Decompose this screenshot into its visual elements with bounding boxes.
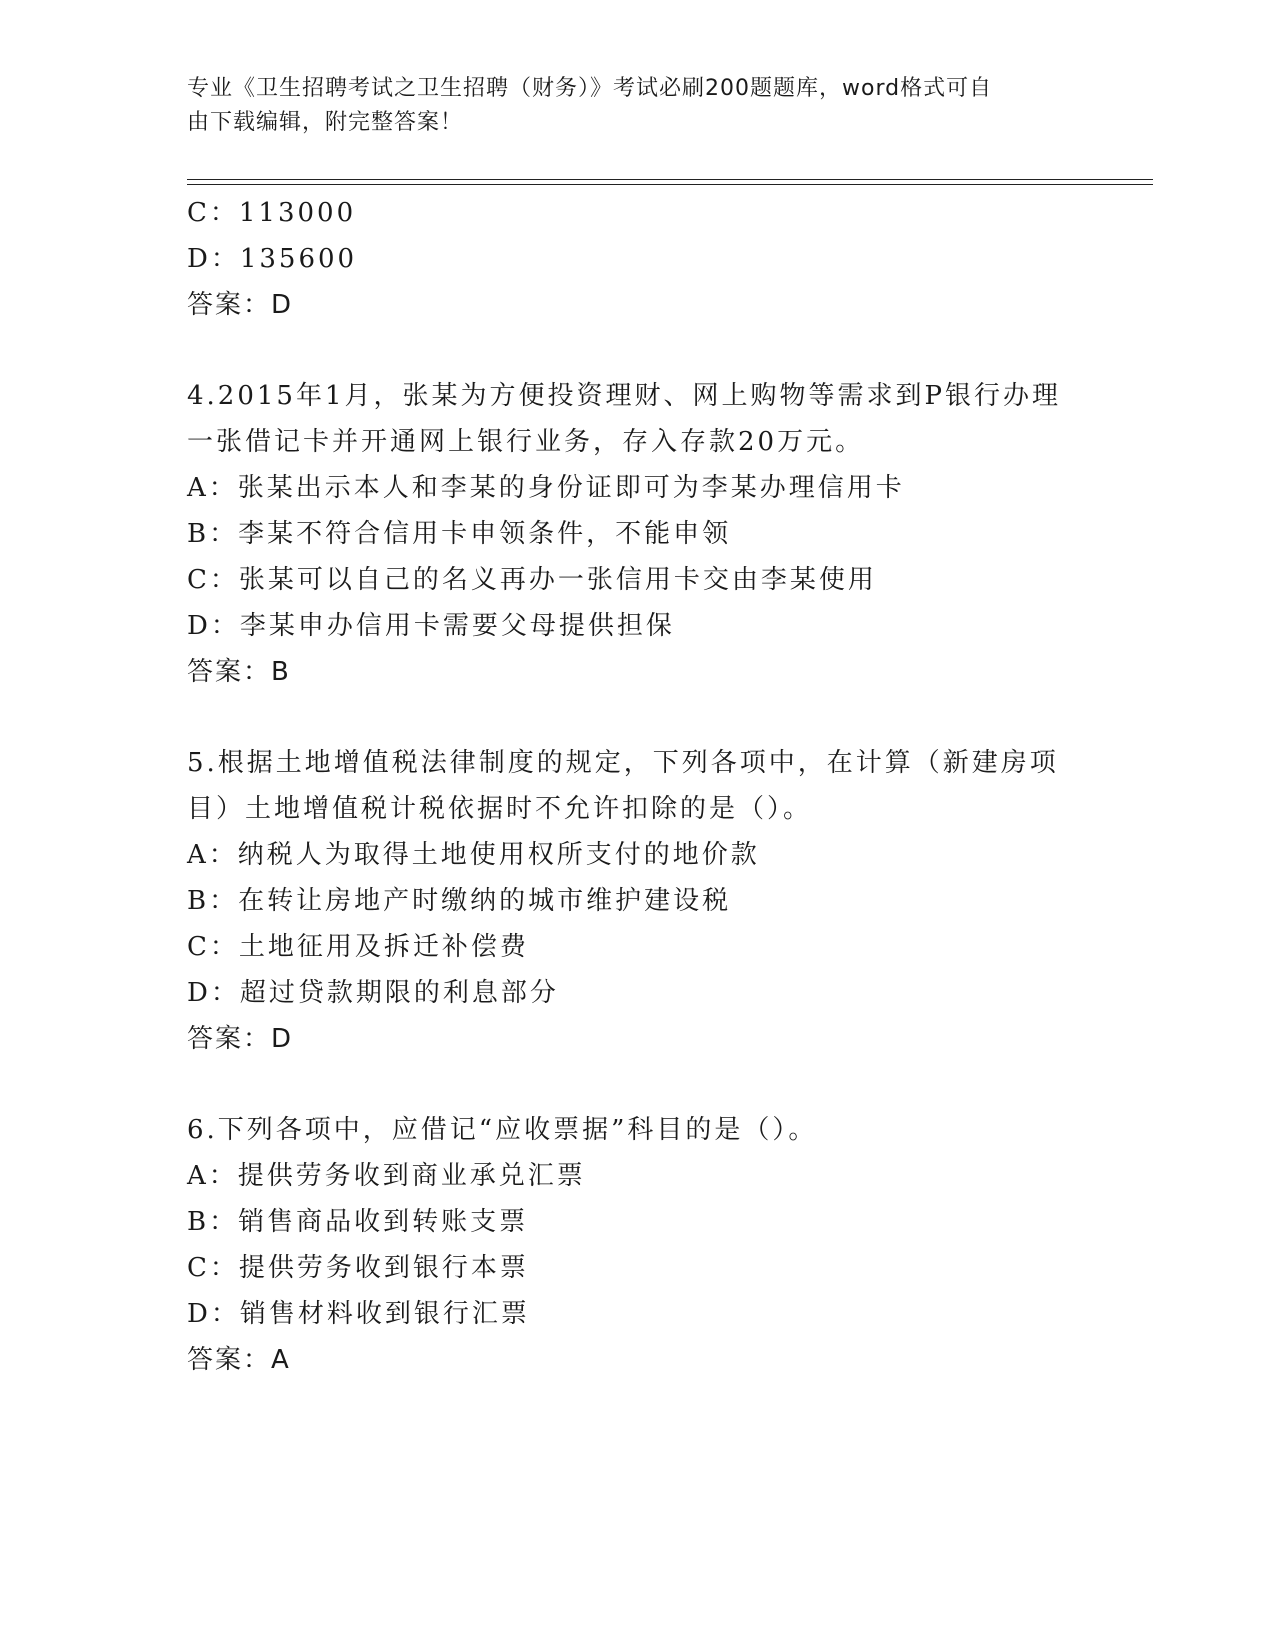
option-d: D：135600 (187, 244, 358, 274)
option-d: D：销售材料收到银行汇票 (187, 1299, 530, 1329)
spacer (187, 695, 1087, 740)
spacer (187, 328, 1087, 373)
option-b: B：销售商品收到转账支票 (187, 1207, 529, 1237)
option-a: A：提供劳务收到商业承兑汇票 (187, 1161, 586, 1191)
page-header (187, 72, 1067, 140)
option-d: D：李某申办信用卡需要父母提供担保 (187, 611, 675, 641)
answer-line: 答案：B (187, 657, 291, 687)
option-c: C：113000 (187, 198, 357, 228)
question-stem: 目）土地增值税计税依据时不允许扣除的是（）。 (187, 794, 813, 824)
question-stem: 6.下列各项中，应借记“应收票据”科目的是（）。 (187, 1115, 818, 1145)
option-b: B：李某不符合信用卡申领条件，不能申领 (187, 519, 732, 549)
header-line-2: 由下载编辑，附完整答案！ (187, 110, 464, 135)
answer-line: 答案：D (187, 290, 294, 320)
option-a: A：纳税人为取得土地使用权所支付的地价款 (187, 840, 760, 870)
answer-line: 答案：D (187, 1024, 294, 1054)
question-list (187, 190, 1087, 1383)
option-c: C：土地征用及拆迁补偿费 (187, 932, 529, 962)
question-block-prev (187, 190, 1087, 328)
question-stem: 4.2015年1月，张某为方便投资理财、网上购物等需求到P银行办理 (187, 381, 1062, 411)
question-stem: 5.根据土地增值税法律制度的规定，下列各项中，在计算（新建房项 (187, 748, 1059, 778)
answer-line: 答案：A (187, 1345, 291, 1375)
option-c: C：提供劳务收到银行本票 (187, 1253, 529, 1283)
header-divider-bottom (187, 184, 1153, 185)
question-stem: 一张借记卡并开通网上银行业务，存入存款20万元。 (187, 427, 865, 457)
header-line-1: 专业《卫生招聘考试之卫生招聘（财务）》考试必刷200题题库，word格式可自 (187, 76, 993, 101)
option-d: D：超过贷款期限的利息部分 (187, 978, 559, 1008)
option-c: C：张某可以自己的名义再办一张信用卡交由李某使用 (187, 565, 877, 595)
option-b: B：在转让房地产时缴纳的城市维护建设税 (187, 886, 732, 916)
header-divider-top (187, 179, 1153, 180)
option-a: A：张某出示本人和李某的身份证即可为李某办理信用卡 (187, 473, 905, 503)
spacer (187, 1062, 1087, 1107)
question-block-6 (187, 1107, 1087, 1383)
question-block-4 (187, 373, 1087, 695)
question-block-5 (187, 740, 1087, 1062)
